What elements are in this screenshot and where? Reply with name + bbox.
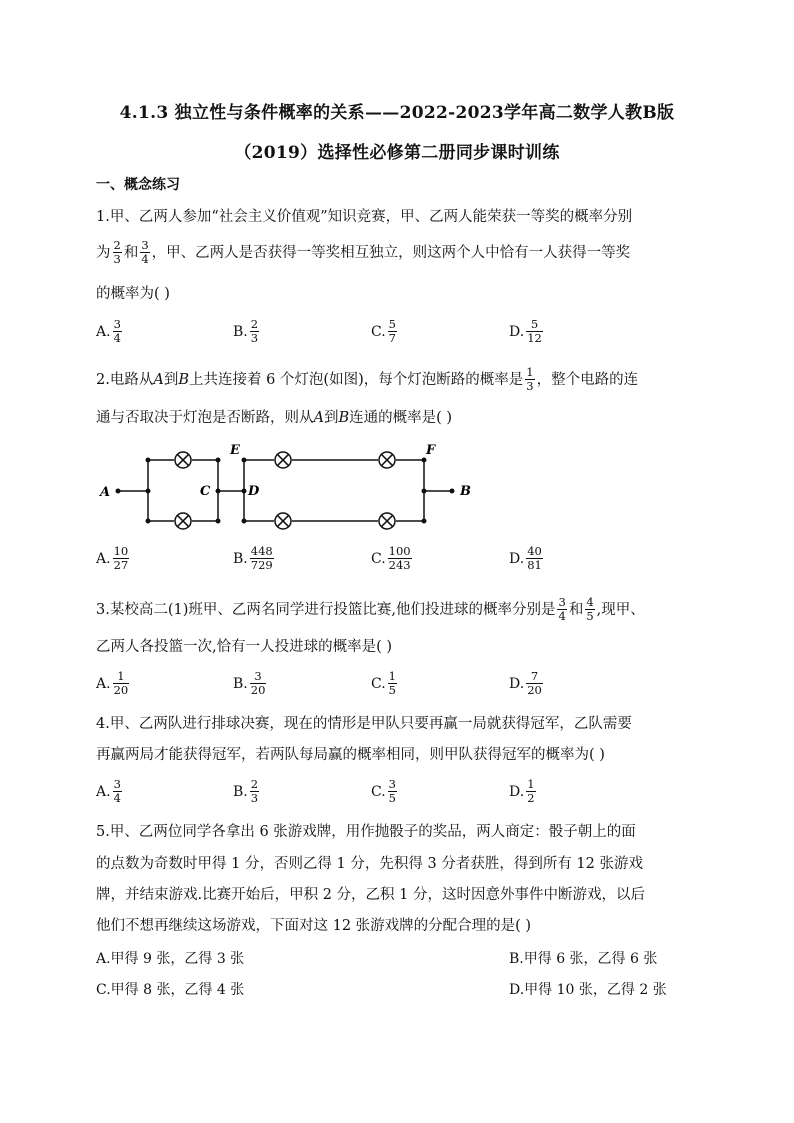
q2-line-2: 通与否取决于灯泡是否断路，则从 A 到 B 连通的概率是( )	[96, 410, 453, 426]
q2-option-d[interactable]: D. $\frac{40}{81}$	[509, 544, 542, 572]
q1-frac-b: $\frac{3}{4}$	[141, 238, 149, 266]
label-f: F	[426, 443, 436, 458]
q5-line-4: 他们不想再继续这场游戏，下面对这 12 张游戏牌的分配合理的是( )	[96, 918, 532, 934]
label-c: C	[200, 484, 211, 499]
q1-line-2-mid: 和	[123, 244, 139, 261]
q2-option-b[interactable]: B. $\frac{448}{729}$	[233, 544, 273, 572]
label-b: B	[460, 484, 471, 499]
q4-option-c[interactable]: C. $\frac{3}{5}$	[371, 777, 396, 805]
q5-line-1: 5.甲、乙两位同学各拿出 6 张游戏牌，用作抛骰子的奖品，两人商定：骰子朝上的面	[96, 824, 636, 840]
q4-option-a[interactable]: A. $\frac{3}{4}$	[96, 777, 121, 805]
q1-line-3: 的概率为( )	[96, 286, 170, 302]
bulb-6	[379, 513, 395, 529]
q5-option-d[interactable]: D.甲得 10 张，乙得 2 张	[509, 982, 667, 998]
q1-option-a[interactable]: A. $\frac{3}{4}$	[96, 317, 121, 345]
q4-option-b[interactable]: B. $\frac{2}{3}$	[233, 777, 259, 805]
q3-option-d[interactable]: D. $\frac{7}{20}$	[509, 669, 542, 697]
page-title-line-2: （2019）选择性必修第二册同步课时训练	[234, 143, 560, 163]
circuit-diagram	[94, 436, 484, 536]
q3-option-a[interactable]: A. $\frac{1}{20}$	[96, 669, 129, 697]
q2-line-1: 2.电路从 A 到 B 上共连接着 6 个灯泡(如图)，每个灯泡断路的概率是 $\frac{1}{3}$ ，整个电路的连	[96, 365, 639, 393]
q5-option-b[interactable]: B.甲得 6 张，乙得 6 张	[509, 951, 658, 967]
q1-option-d[interactable]: D. $\frac{5}{12}$	[509, 317, 542, 345]
q5-line-2: 的点数为奇数时甲得 1 分，否则乙得 1 分，先积得 3 分者获胜，得到所有 12 张游戏	[96, 856, 643, 872]
q1-line-2-pre: 为	[96, 244, 111, 261]
q1-line-2	[96, 239, 630, 266]
q3-option-b[interactable]: B. $\frac{3}{20}$	[233, 669, 266, 697]
bulb-2	[175, 513, 191, 529]
bulb-1	[175, 452, 191, 468]
q2-option-c[interactable]: C. $\frac{100}{243}$	[371, 544, 411, 572]
label-e: E	[230, 443, 240, 458]
q5-line-3: 牌，并结束游戏.比赛开始后，甲积 2 分，乙积 1 分，这时因意外事件中断游戏，以后	[96, 887, 645, 903]
q3-option-c[interactable]: C. $\frac{1}{5}$	[371, 669, 396, 697]
q2-option-a[interactable]: A. $\frac{10}{27}$	[96, 544, 129, 572]
page-title-line-1: 4.1.3 独立性与条件概率的关系——2022-2023学年高二数学人教B版	[119, 103, 675, 123]
q4-line-2: 再赢两局才能获得冠军，若两队每局赢的概率相同，则甲队获得冠军的概率为( )	[96, 747, 605, 763]
section-heading: 一、概念练习	[96, 177, 180, 193]
bulb-5	[275, 513, 291, 529]
q1-line-1: 1.甲、乙两人参加“社会主义价值观”知识竞赛，甲、乙两人能荣获一等奖的概率分别	[96, 209, 633, 225]
bulb-3	[275, 452, 291, 468]
q4-line-1: 4.甲、乙两队进行排球决赛，现在的情形是甲队只要再赢一局就获得冠军，乙队需要	[96, 716, 632, 732]
q1-frac-a: $\frac{2}{3}$	[113, 238, 121, 266]
q1-line-2-post: ，甲、乙两人是否获得一等奖相互独立，则这两个人中恰有一人获得一等奖	[151, 244, 631, 261]
bulb-4	[379, 452, 395, 468]
q3-line-2: 乙两人各投篮一次,恰有一人投进球的概率是( )	[96, 639, 393, 655]
q3-line-1: 3.某校高二(1)班甲、乙两名同学进行投篮比赛,他们投进球的概率分别是 $\frac{3}{4}$ 和 $\frac{4}{5}$ ,现甲、	[96, 595, 645, 623]
q5-option-c[interactable]: C.甲得 8 张，乙得 4 张	[96, 982, 245, 998]
q1-option-b[interactable]: B. $\frac{2}{3}$	[233, 317, 259, 345]
label-a: A	[100, 485, 111, 500]
label-d: D	[248, 484, 260, 499]
q4-option-d[interactable]: D. $\frac{1}{2}$	[509, 777, 535, 805]
q1-option-c[interactable]: C. $\frac{5}{7}$	[371, 317, 396, 345]
q5-option-a[interactable]: A.甲得 9 张，乙得 3 张	[96, 951, 245, 967]
